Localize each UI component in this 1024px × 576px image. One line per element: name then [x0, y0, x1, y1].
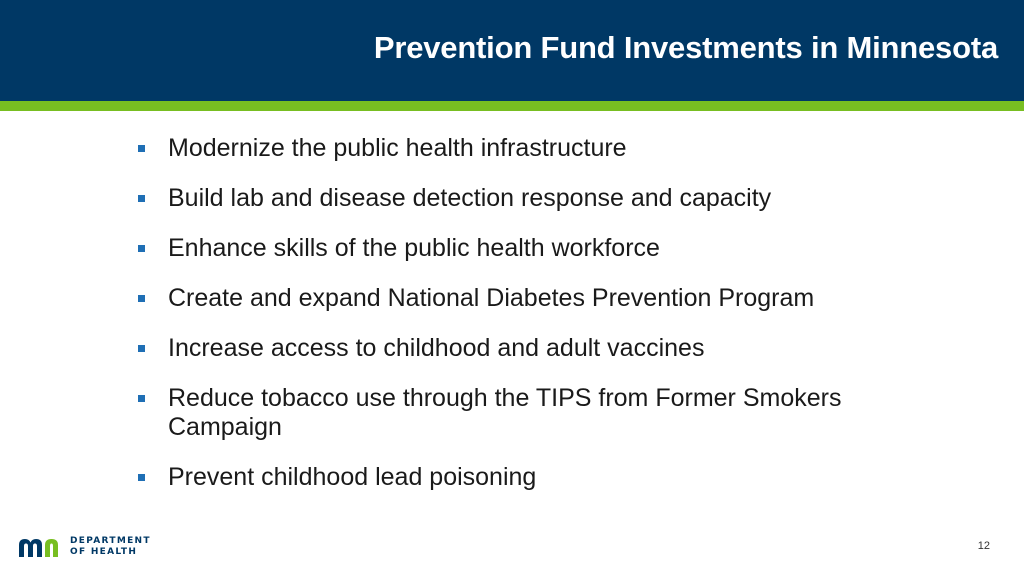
bullet-square-icon — [138, 245, 145, 252]
bullet-square-icon — [138, 295, 145, 302]
list-item — [136, 334, 936, 363]
list-item — [136, 184, 936, 213]
header-accent-stripe — [0, 101, 1024, 111]
bullet-text: Modernize the public health infrastructure — [168, 134, 627, 162]
list-item — [136, 284, 936, 313]
list-item — [136, 384, 936, 442]
bullet-text: Prevent childhood lead poisoning — [168, 463, 537, 491]
bullet-text: Increase access to childhood and adult vaccines — [168, 334, 705, 362]
list-item — [136, 134, 936, 163]
bullet-square-icon — [138, 145, 145, 152]
logo-line-2: OF HEALTH — [70, 546, 138, 557]
slide-header — [0, 0, 1024, 101]
list-item — [136, 463, 936, 492]
page-number: 12 — [977, 540, 990, 552]
bullet-square-icon — [138, 195, 145, 202]
mn-logo-icon — [18, 536, 64, 558]
department-of-health-logo — [18, 534, 158, 560]
bullet-square-icon — [138, 345, 145, 352]
bullet-list — [136, 134, 936, 513]
bullet-square-icon — [138, 474, 145, 481]
bullet-text: Reduce tobacco use through the TIPS from Former Smokers Campaign — [168, 384, 842, 441]
bullet-text: Create and expand National Diabetes Prevention Program — [168, 284, 815, 312]
list-item — [136, 234, 936, 263]
logo-text — [70, 536, 151, 557]
bullet-text: Enhance skills of the public health workforce — [168, 234, 660, 262]
slide-title: Prevention Fund Investments in Minnesota — [373, 30, 998, 65]
logo-line-1: DEPARTMENT — [70, 536, 151, 546]
bullet-text: Build lab and disease detection response and capacity — [168, 184, 772, 212]
bullet-square-icon — [138, 395, 145, 402]
